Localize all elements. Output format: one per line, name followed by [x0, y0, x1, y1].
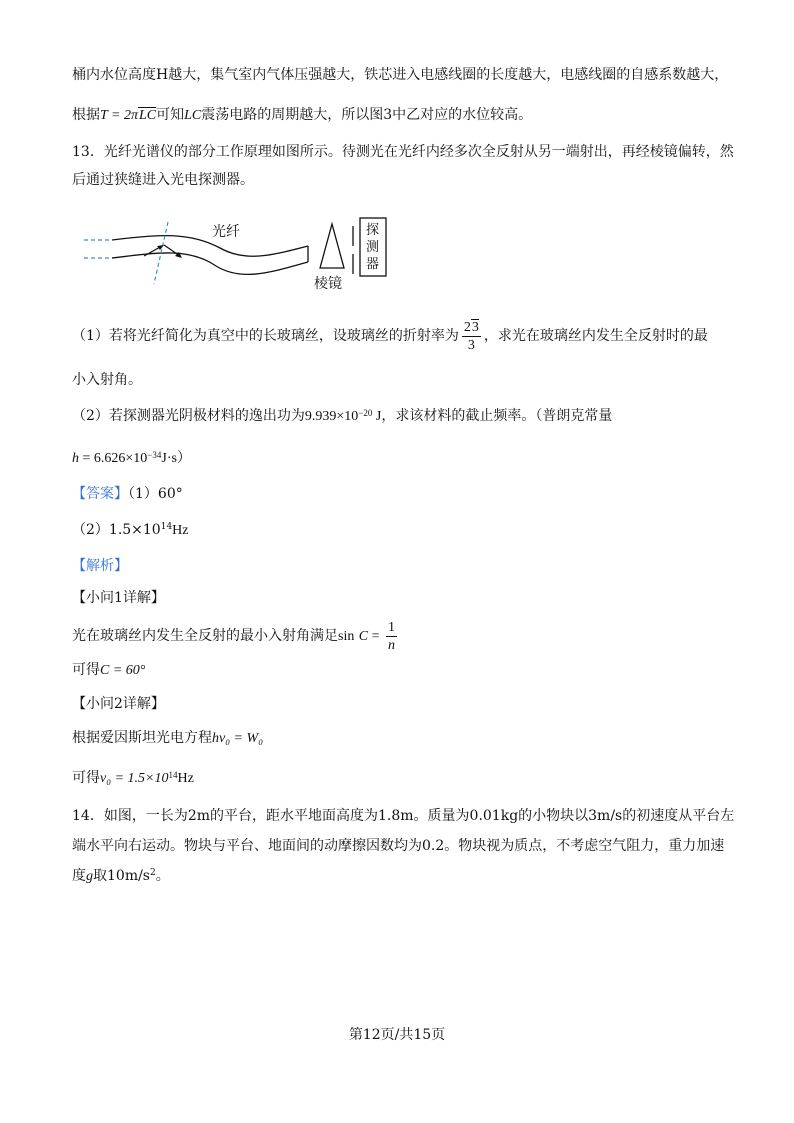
q14-line-2: 端水平向右运动。物块与平台、地面间的动摩擦因数均为0.2。物块视为质点，不考虑空气阻力，重力加速 — [72, 838, 725, 854]
sin-c-fraction: $\frac{1}{n}$ — [388, 619, 396, 653]
analysis-tag: 【解析】 — [72, 558, 128, 574]
answer-tag: 【答案】 — [72, 486, 128, 502]
refractive-index-fraction: $\frac{23}{3}$ — [463, 319, 479, 353]
sub2-result: 可得$\nu_0 = 1.5\times 10^{14}Hz$ — [72, 770, 194, 786]
sub2-text: 根据爱因斯坦光电方程hν₀ = W₀ — [72, 730, 264, 746]
sub1-text: 光在玻璃丝内发生全反射的最小入射角满足sin C = $\frac{1}{n}$ — [72, 619, 396, 653]
intro-line-1: 桶内水位高度H越大，集气室内气体压强越大，铁芯进入电感线圈的长度越大，电感线圈的自感系数越大， — [72, 67, 729, 83]
planck-constant: $h = 6.626\times 10^{-34}J\cdot s$） — [72, 450, 191, 466]
ray-in-arrow — [157, 245, 164, 250]
detector-char-1: 探 — [366, 223, 380, 238]
prism-label: 棱镜 — [314, 276, 342, 292]
q13-stem-line-1: 13．光纤光谱仪的部分工作原理如图所示。待测光在光纤内经多次全反射从另一端射出，再经棱镜偏转，然 — [72, 144, 734, 160]
sub1-title: 【小问1详解】 — [72, 590, 165, 606]
q13-part1-line-1: （1）若将光纤简化为真空中的长玻璃丝，设玻璃丝的折射率为 $\frac{23}{3}$ ，求光在玻璃丝内发生全反射时的最 — [72, 319, 708, 353]
fiber-lower-edge — [112, 253, 308, 274]
detector-char-3: 器 — [366, 257, 380, 272]
intro-line-2: 根据T = 2πLC可知LC震荡电路的周期越大，所以图3中乙对应的水位较高。 — [72, 107, 533, 123]
period-formula: T = 2π — [100, 108, 138, 123]
detector-char-2: 测 — [366, 240, 380, 255]
q14-line-3: 度g取$10m/s^2$。 — [72, 868, 170, 884]
sub1-result: 可得C = 60° — [72, 662, 146, 678]
q13-part1-line-2: 小入射角。 — [72, 372, 142, 388]
sqrt-lc: LC — [139, 108, 157, 123]
sub2-title: 【小问2详解】 — [72, 696, 165, 712]
answer-line-1: 【答案】（1）60° — [72, 486, 183, 502]
q13-stem-line-2: 后通过狭缝进入光电探测器。 — [72, 172, 254, 188]
page-number: 第12页/共15页 — [348, 1027, 446, 1043]
fiber-spectrometer-figure — [80, 212, 400, 292]
q13-part2-line-1: （2）若探测器光阴极材料的逸出功为$9.939\times 10^{-20}$ J，求该材料的截止频率。（普朗克常量 — [72, 408, 613, 424]
q14-line-1: 14．如图，一长为2m的平台，距水平地面高度为1.8m。质量为0.01kg的小物块以3m/s的初速度从平台左 — [72, 808, 735, 824]
answer-line-2: $(2)1.5\times 10^{14}Hz$ — [72, 522, 189, 538]
work-function: $9.939\times 10^{-20}$ J — [304, 408, 382, 424]
prism-shape — [320, 224, 344, 268]
fiber-upper-edge — [112, 236, 308, 257]
fiber-label: 光纤 — [212, 224, 240, 240]
